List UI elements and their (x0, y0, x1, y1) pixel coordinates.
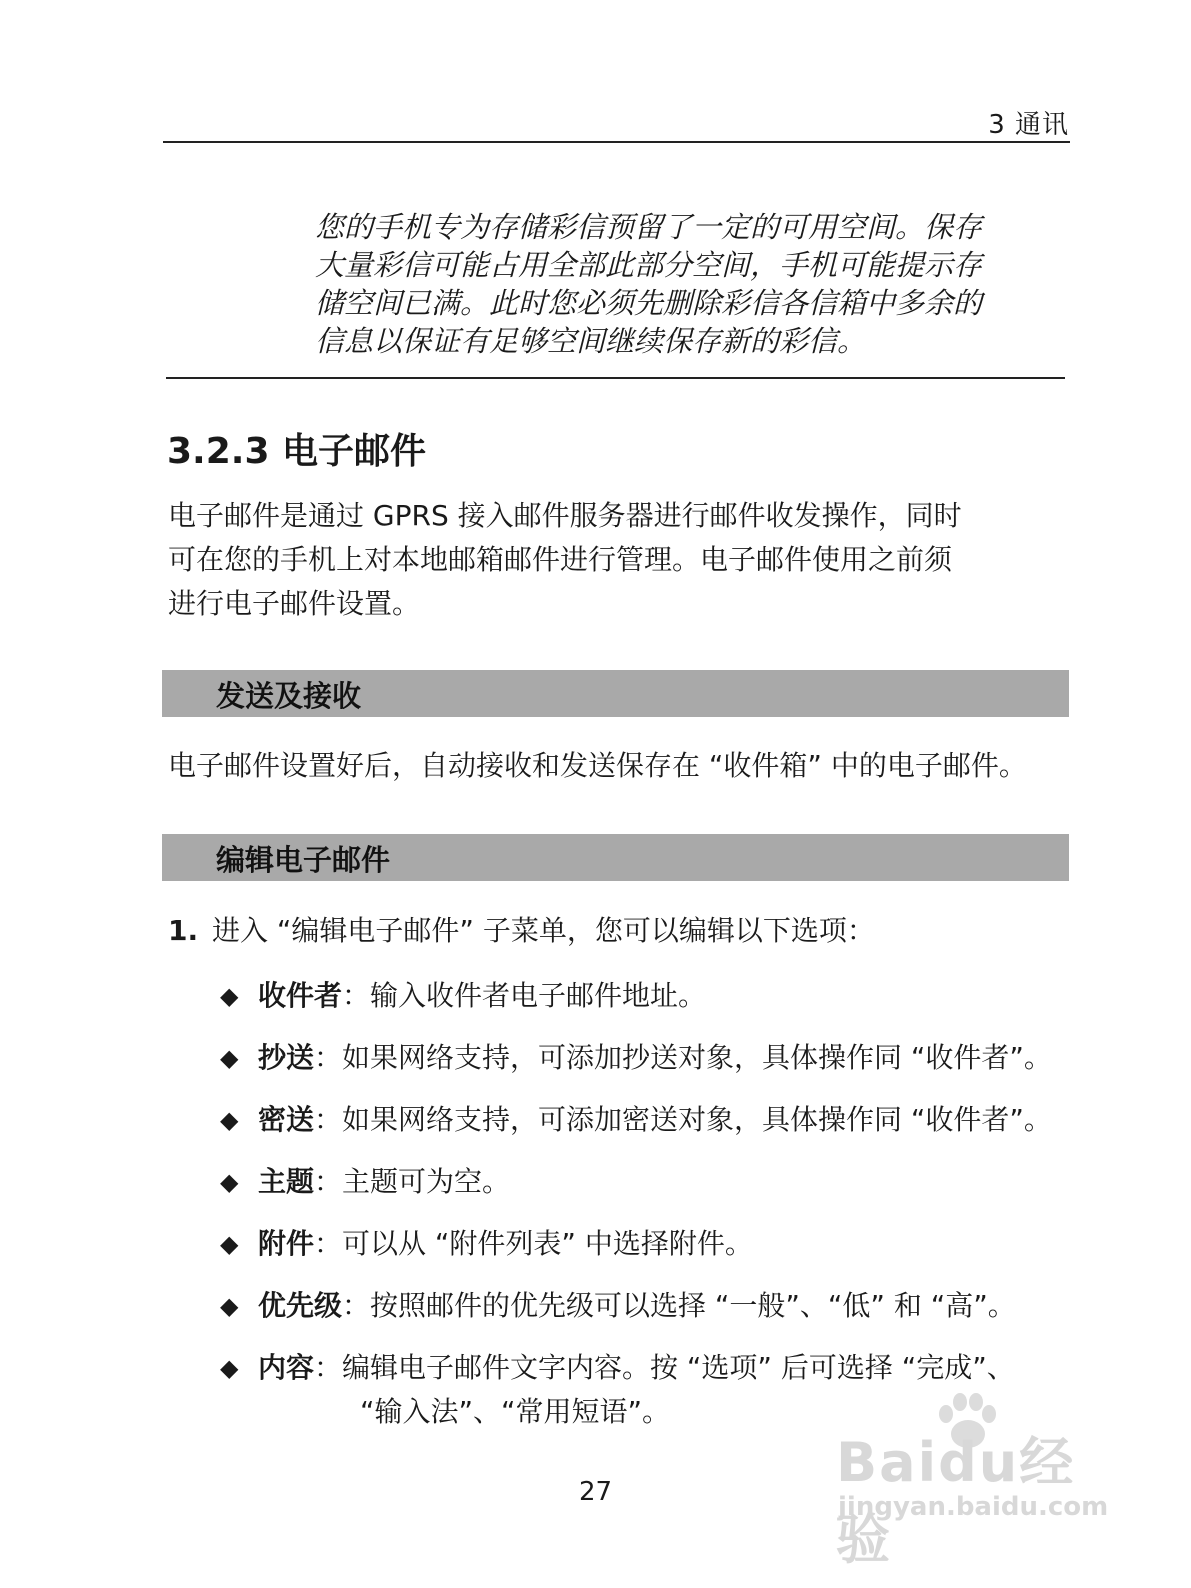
list-item (220, 1222, 1080, 1266)
option-term: 内容 (258, 1351, 315, 1384)
list-item (220, 974, 1080, 1018)
watermark-logo: Baidu经验 (836, 1431, 1076, 1571)
option-desc: ：输入收件者电子邮件地址。 (342, 979, 707, 1012)
option-desc: ：如果网络支持，可添加抄送对象，具体操作同 “收件者”。 (314, 1041, 1052, 1074)
send-receive-text: 电子邮件设置好后，自动接收和发送保存在 “收件箱” 中的电子邮件。 (168, 749, 1027, 782)
intro-line: 可在您的手机上对本地邮箱邮件进行管理。电子邮件使用之前须 (168, 543, 953, 576)
option-desc: ：如果网络支持，可添加密送对象，具体操作同 “收件者”。 (314, 1103, 1052, 1136)
option-term: 优先级 (258, 1289, 343, 1322)
option-term: 抄送 (258, 1041, 315, 1074)
option-list (220, 974, 1080, 1452)
step-text: 进入 “编辑电子邮件” 子菜单，您可以编辑以下选项： (212, 914, 875, 947)
diamond-bullet-icon: ◆ (220, 1230, 239, 1258)
step-1 (168, 911, 875, 951)
option-term: 密送 (258, 1103, 315, 1136)
note-line: 大量彩信可能占用全部此部分空间，手机可能提示存 (315, 248, 983, 282)
diamond-bullet-icon: ◆ (220, 1168, 239, 1196)
note-block (315, 208, 1075, 360)
baidu-watermark (836, 1392, 1116, 1571)
section-title: 3.2.3 电子邮件 (167, 431, 427, 472)
option-desc: ：按照邮件的优先级可以选择 “一般”、“低” 和 “高”。 (342, 1289, 1016, 1322)
edit-email-heading-bar (162, 834, 1069, 881)
note-rule (166, 377, 1065, 379)
list-item (220, 1160, 1080, 1204)
option-term: 附件 (258, 1227, 315, 1260)
option-term: 主题 (258, 1165, 315, 1198)
step-number: 1. (168, 914, 199, 947)
diamond-bullet-icon: ◆ (220, 1044, 239, 1072)
section-intro (168, 494, 1068, 626)
list-item (220, 1036, 1080, 1080)
page-number: 27 (578, 1477, 613, 1507)
note-line: 储空间已满。此时您必须先删除彩信各信箱中多余的 (315, 286, 983, 320)
intro-line: 进行电子邮件设置。 (168, 587, 421, 620)
watermark-url: jingyan.baidu.com (838, 1492, 1109, 1522)
send-receive-heading: 发送及接收 (216, 679, 362, 713)
intro-line: 电子邮件是通过 GPRS 接入邮件服务器进行邮件收发操作，同时 (168, 499, 962, 532)
option-term: 收件者 (258, 979, 343, 1012)
list-item (220, 1098, 1080, 1142)
diamond-bullet-icon: ◆ (220, 1354, 239, 1382)
diamond-bullet-icon: ◆ (220, 1292, 239, 1320)
list-item (220, 1284, 1080, 1328)
header-rule (163, 141, 1070, 143)
diamond-bullet-icon: ◆ (220, 1106, 239, 1134)
chapter-header: 3 通讯 (988, 110, 1069, 140)
option-desc: ：可以从 “附件列表” 中选择附件。 (314, 1227, 753, 1260)
note-line: 您的手机专为存储彩信预留了一定的可用空间。保存 (315, 210, 983, 244)
edit-email-heading: 编辑电子邮件 (216, 843, 391, 877)
option-desc: ：编辑电子邮件文字内容。按 “选项” 后可选择 “完成”、 (314, 1351, 1015, 1384)
option-desc: ：主题可为空。 (314, 1165, 511, 1198)
send-receive-heading-bar (162, 670, 1069, 717)
diamond-bullet-icon: ◆ (220, 982, 239, 1010)
option-desc-continued: “输入法”、“常用短语”。 (360, 1395, 671, 1428)
note-line: 信息以保证有足够空间继续保存新的彩信。 (315, 324, 867, 358)
